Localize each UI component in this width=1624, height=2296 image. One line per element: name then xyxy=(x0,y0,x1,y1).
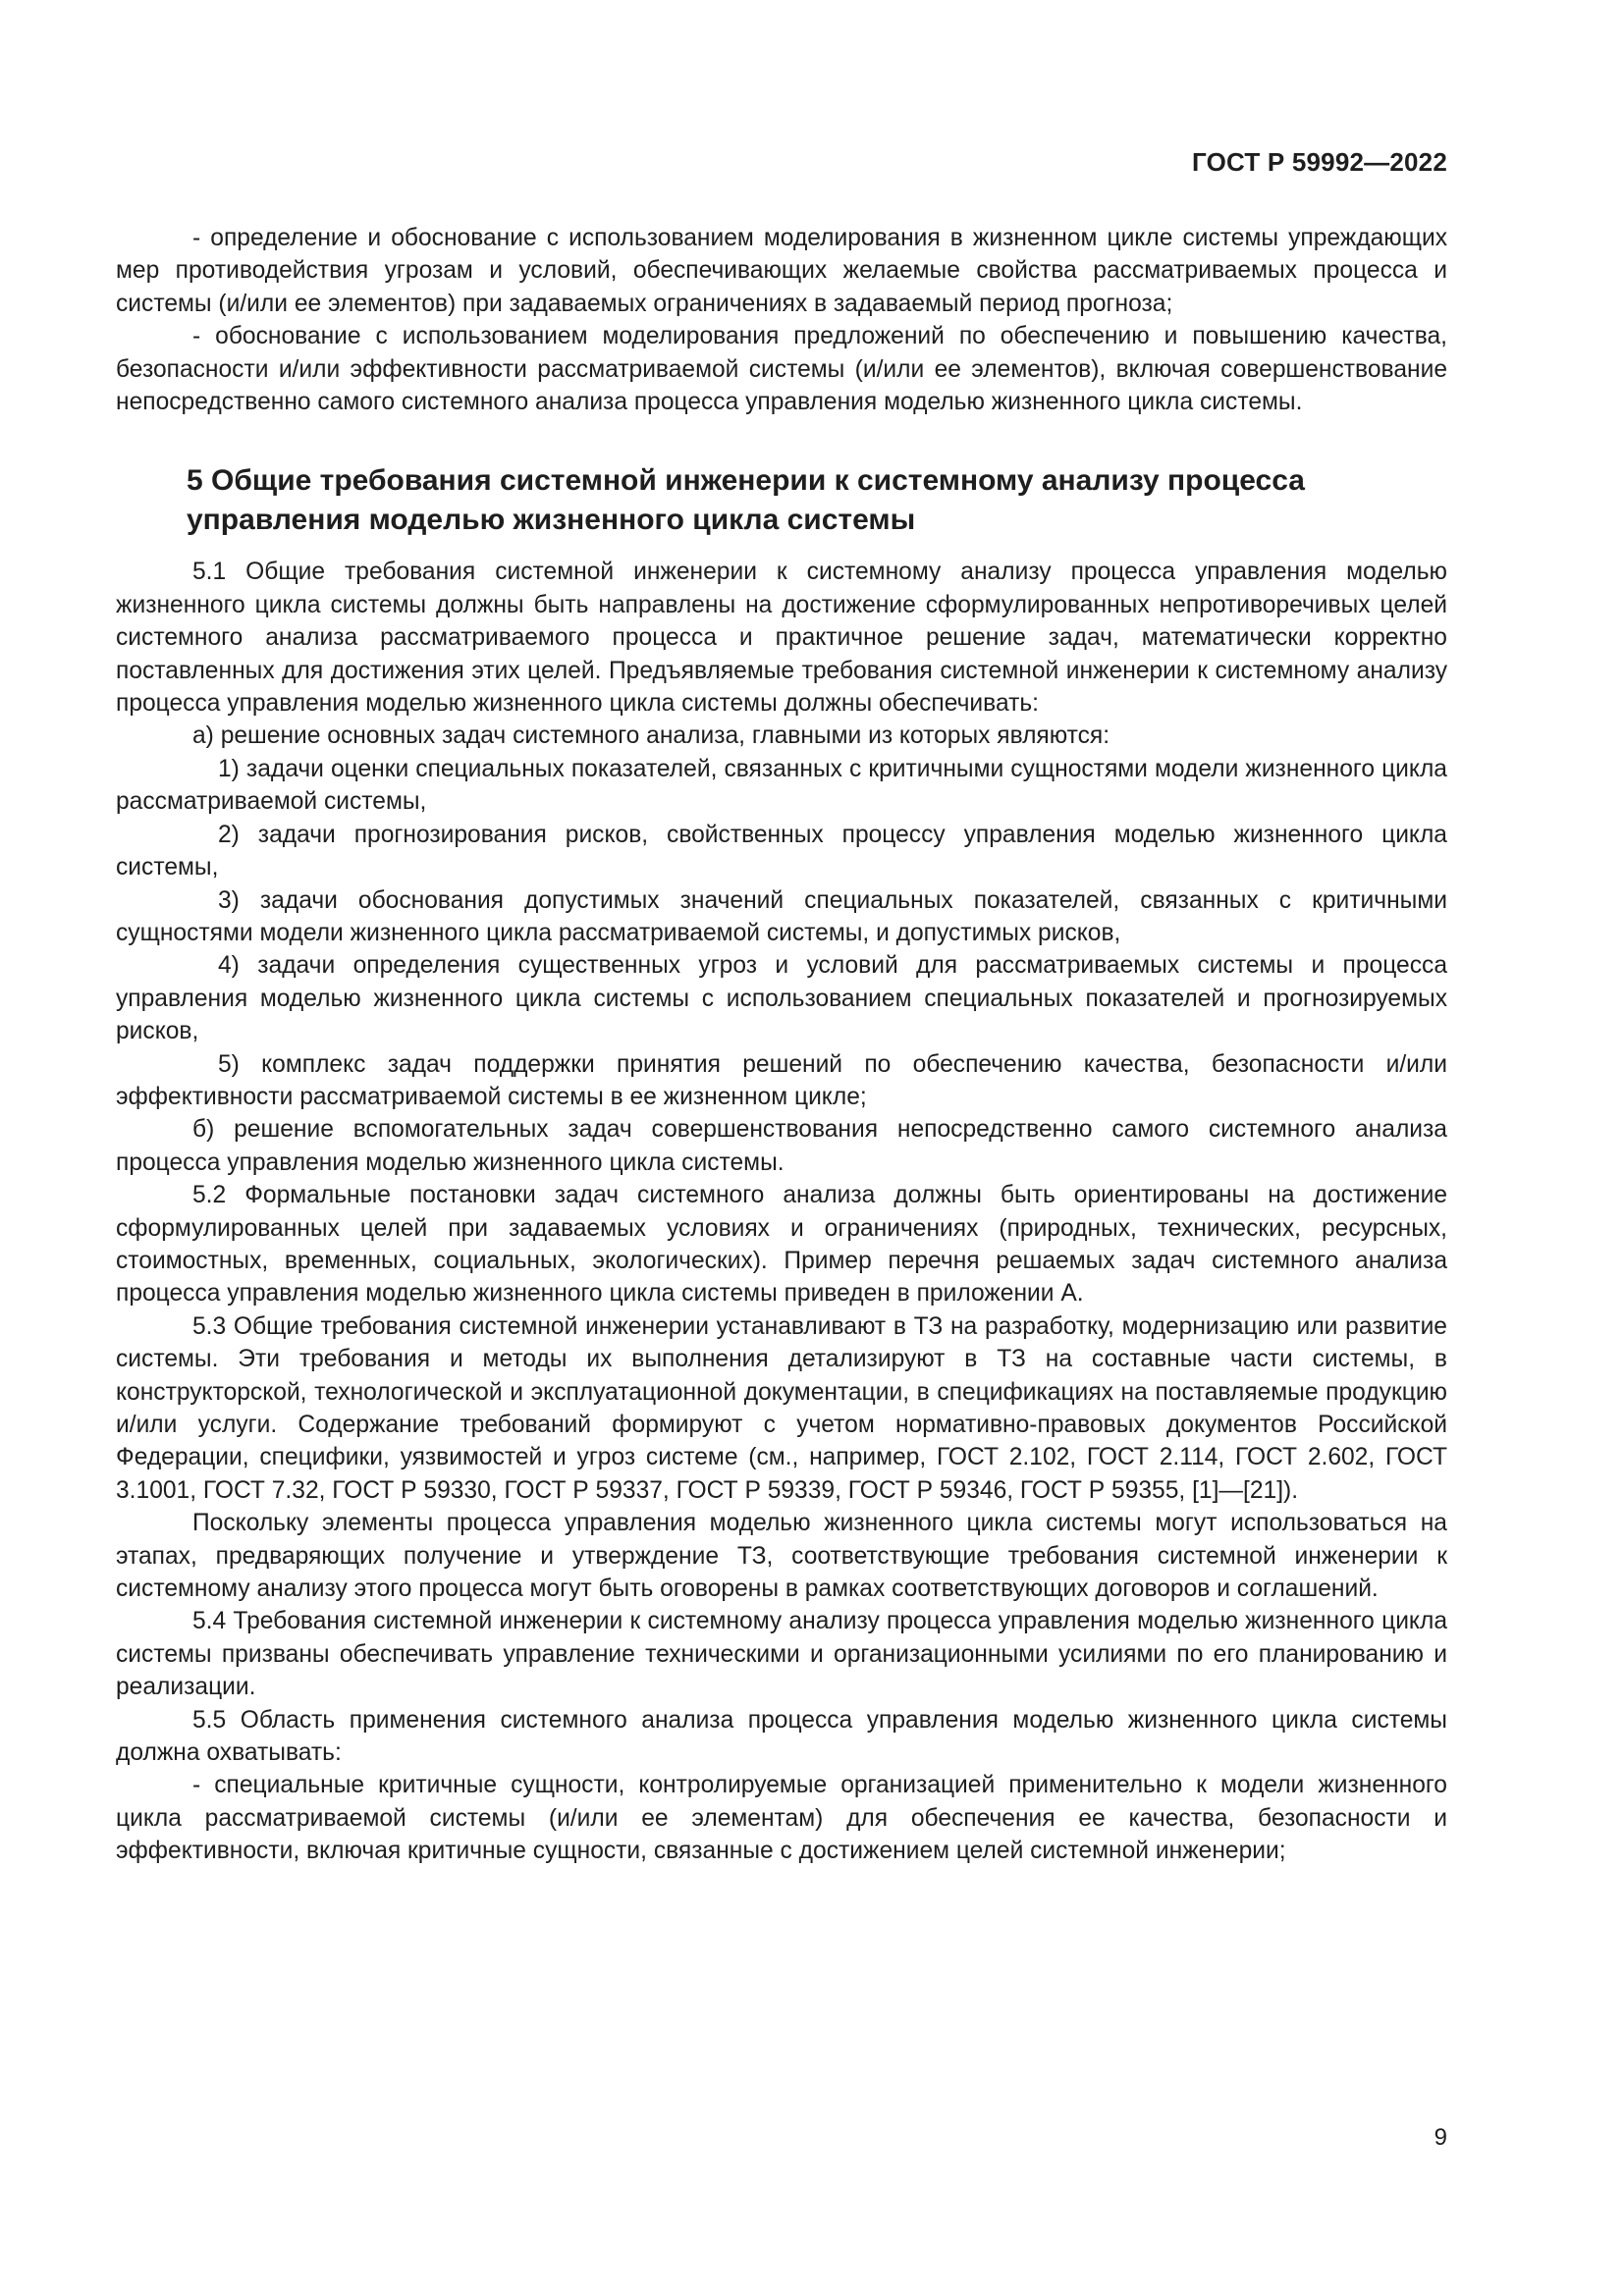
paragraph: Поскольку элементы процесса управления моделью жизненного цикла системы могут использоваться на этапах, предваряющих получение и утверждение ТЗ, соответствующие требования системной инженерии к системному анализу этого процесса могут быть оговорены в рамках соответствующих договоров и соглашений. xyxy=(116,1510,1447,1603)
paragraph: 5.2 Формальные постановки задач системного анализа должны быть ориентированы на достижение сформулированных целей при задаваемых условиях и ограничениях (природных, технических, ресурсных, стоимостных, временных, социальных, экологических). Пример перечня решаемых задач системного анализа процесса управления моделью жизненного цикла системы приведен в приложении А. xyxy=(116,1182,1447,1308)
paragraph: - обоснование с использованием моделирования предложений по обеспечению и повышению качества, безопасности и/или эффективности рассматриваемой системы (и/или ее элементов), включая совершенствование непосредственно самого системного анализа процесса управления моделью жизненного цикла системы. xyxy=(116,323,1447,416)
list-subitem: 2) задачи прогнозирования рисков, свойственных процессу управления моделью жизненного цикла системы, xyxy=(116,821,1447,881)
list-subitem: 1) задачи оценки специальных показателей, связанных с критичными сущностями модели жизненного цикла рассматриваемой системы, xyxy=(116,755,1447,816)
paragraph: 5.3 Общие требования системной инженерии устанавливают в ТЗ на разработку, модернизацию или развитие системы. Эти требования и методы их выполнения детализируют в ТЗ на составные части системы, в конструкторской, технологической и эксплуатационной документации, в спецификациях на поставляемые продукцию и/или услуги. Содержание требований формируют с учетом нормативно-правовых документов Российской Федерации, специфики, уязвимостей и угроз системе (см., например, ГОСТ 2.102, ГОСТ 2.114, ГОСТ 2.602, ГОСТ 3.1001, ГОСТ 7.32, ГОСТ Р 59330, ГОСТ Р 59337, ГОСТ Р 59339, ГОСТ Р 59346, ГОСТ Р 59355, [1]—[21]). xyxy=(116,1312,1447,1504)
list-subitem: 3) задачи обоснования допустимых значений специальных показателей, связанных с критичными сущностями модели жизненного цикла рассматриваемой системы, и допустимых рисков, xyxy=(116,886,1447,946)
paragraph: 5.1 Общие требования системной инженерии к системному анализу процесса управления моделью жизненного цикла системы должны быть направлены на достижение сформулированных непротиворечивых целей системного анализа рассматриваемого процесса и практичное решение задач, математически корректно поставленных для достижения этих целей. Предъявляемые требования системной инженерии к системному анализу процесса управления моделью жизненного цикла системы должны обеспечивать: xyxy=(116,559,1447,718)
paragraph: - определение и обоснование с использованием моделирования в жизненном цикле системы упреждающих мер противодействия угрозам и условий, обеспечивающих желаемые свойства рассматриваемых процесса и системы (и/или ее элементов) при задаваемых ограничениях в задаваемый период прогноза; xyxy=(116,225,1447,317)
section-title: 5 Общие требования системной инженерии к системному анализу процесса управления моделью жизненного цикла системы xyxy=(187,464,1305,537)
paragraph: 5.4 Требования системной инженерии к системному анализу процесса управления моделью жизненного цикла системы призваны обеспечивать управление техническими и организационными усилиями по его планированию и реализации. xyxy=(116,1608,1447,1701)
section-body xyxy=(116,556,1447,1867)
paragraph: - специальные критичные сущности, контролируемые организацией применительно к модели жизненного цикла рассматриваемой системы (и/или ее элементам) для обеспечения ее качества, безопасности и эффективности, включая критичные сущности, связанные с достижением целей системной инженерии; xyxy=(116,1772,1447,1865)
paragraph: а) решение основных задач системного анализа, главными из которых являются: xyxy=(192,722,1110,750)
list-subitem: 4) задачи определения существенных угроз и условий для рассматриваемых системы и процесса управления моделью жизненного цикла системы с использованием специальных показателей и прогнозируемых рисков, xyxy=(116,952,1447,1045)
list-subitem: 5) комплекс задач поддержки принятия решений по обеспечению качества, безопасности и/или эффективности рассматриваемой системы в ее жизненном цикле; xyxy=(116,1050,1447,1110)
paragraph: б) решение вспомогательных задач совершенствования непосредственно самого системного анализа процесса управления моделью жизненного цикла системы. xyxy=(116,1116,1447,1176)
paragraph: 5.5 Область применения системного анализа процесса управления моделью жизненного цикла системы должна охватывать: xyxy=(116,1706,1447,1767)
page-number: 9 xyxy=(1434,2124,1447,2151)
page-content xyxy=(116,222,1447,1868)
document-code: ГОСТ Р 59992—2022 xyxy=(1192,147,1447,177)
